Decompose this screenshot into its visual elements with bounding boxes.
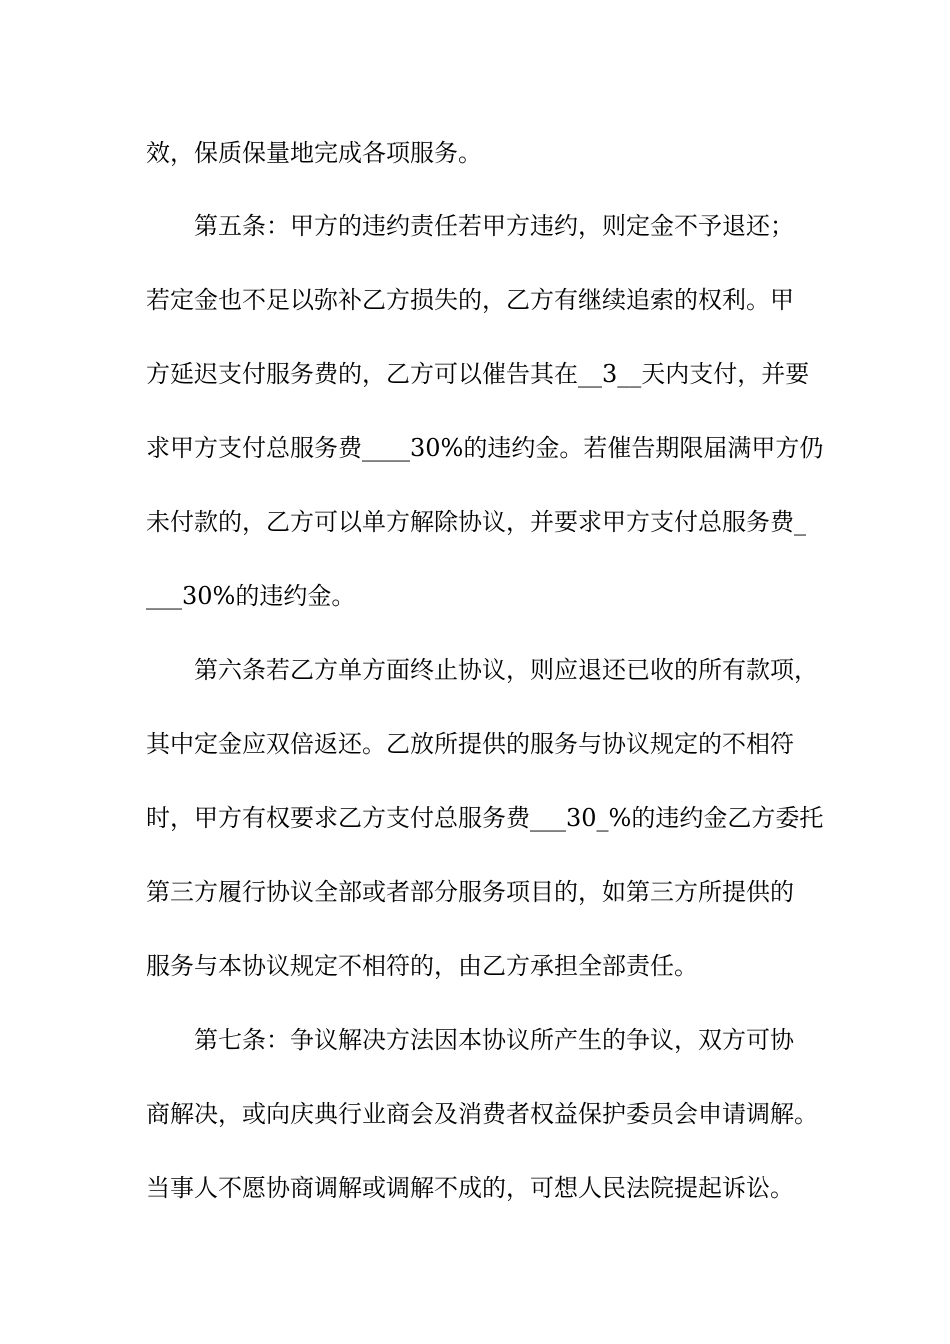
text-line-11: 第三方履行协议全部或者部分服务项目的，如第三方所提供的 — [146, 878, 794, 906]
text-line-7: ___30%的违约金。 — [146, 582, 356, 610]
text-line-10: 时，甲方有权要求乙方支付总服务费___30_%的违约金乙方委托 — [146, 804, 824, 832]
text-line-6: 未付款的，乙方可以单方解除协议，并要求甲方支付总服务费_ — [146, 508, 806, 536]
text-line-9: 其中定金应双倍返还。乙放所提供的服务与协议规定的不相符 — [146, 730, 794, 758]
text-line-15: 当事人不愿协商调解或调解不成的，可想人民法院提起诉讼。 — [146, 1174, 794, 1202]
text-line-1: 效，保质保量地完成各项服务。 — [146, 139, 482, 167]
article-6-heading-line: 第六条若乙方单方面终止协议，则应退还已收的所有款项， — [194, 656, 818, 684]
text-line-14: 商解决，或向庆典行业商会及消费者权益保护委员会申请调解。 — [146, 1100, 818, 1128]
text-line-5: 求甲方支付总服务费____30%的违约金。若催告期限届满甲方仍 — [146, 434, 824, 462]
article-5-heading-line: 第五条：甲方的违约责任若甲方违约，则定金不予退还； — [194, 212, 794, 240]
article-7-heading-line: 第七条：争议解决方法因本协议所产生的争议，双方可协 — [194, 1026, 794, 1054]
text-line-3: 若定金也不足以弥补乙方损失的，乙方有继续追索的权利。甲 — [146, 286, 794, 314]
text-line-12: 服务与本协议规定不相符的，由乙方承担全部责任。 — [146, 952, 698, 980]
text-line-4: 方延迟支付服务费的，乙方可以催告其在__3__天内支付，并要 — [146, 360, 810, 388]
